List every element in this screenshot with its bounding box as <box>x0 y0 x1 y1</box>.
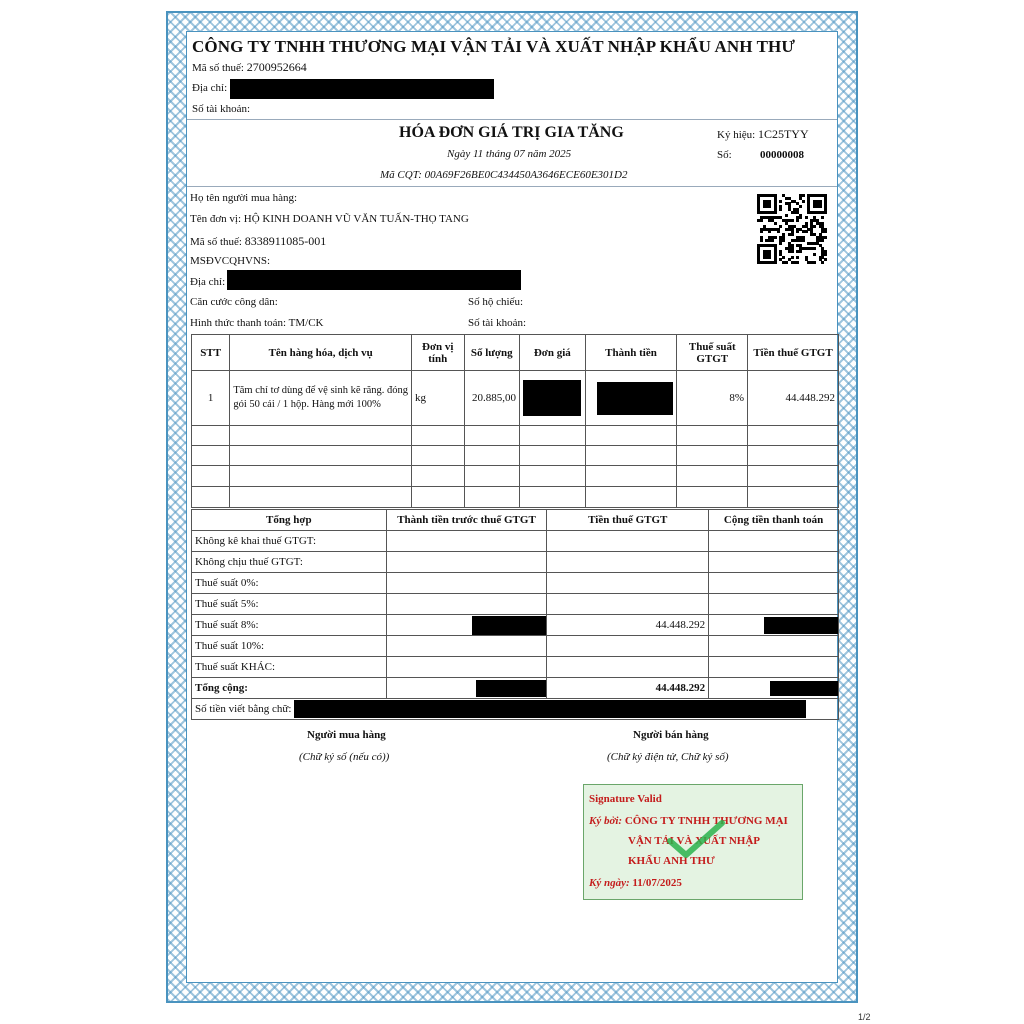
buyer-payment: Hình thức thanh toán: TM/CK <box>190 317 324 329</box>
divider <box>187 186 837 187</box>
cell-stt: 1 <box>192 371 230 426</box>
table-row <box>192 446 839 466</box>
seller-address-label: Địa chỉ: <box>192 82 228 94</box>
table-row <box>192 552 839 573</box>
summary-label: Thuế suất 5%: <box>192 594 387 615</box>
seller-sign-title: Người bán hàng <box>633 729 709 741</box>
cell-amount <box>585 371 677 426</box>
col-header-unit: Đơn vị tính <box>412 335 464 371</box>
digital-signature-stamp <box>583 784 803 900</box>
summary-label: Thuế suất 10%: <box>192 636 387 657</box>
seller-tax-code: Mã số thuế: 2700952664 <box>192 60 307 74</box>
seller-company-name: CÔNG TY TNHH THƯƠNG MẠI VẬN TẢI VÀ XUẤT NHẬP KHẨU ANH THƯ <box>192 37 795 56</box>
summary-grand-label: Tổng cộng: <box>192 678 387 699</box>
summary-grand-tax: 44.448.292 <box>547 678 709 699</box>
items-table <box>191 334 839 508</box>
redacted-before <box>472 616 546 635</box>
col-header-stt: STT <box>192 335 230 371</box>
table-row <box>192 615 839 636</box>
divider <box>187 119 837 120</box>
table-row <box>192 371 839 426</box>
invoice-symbol: Ký hiệu: 1C25TYY <box>717 127 809 141</box>
cell-rate: 8% <box>677 371 748 426</box>
col-header-qty: Số lượng <box>464 335 520 371</box>
summary-tax: 44.448.292 <box>547 615 709 636</box>
buyer-sign-title: Người mua hàng <box>307 729 386 741</box>
buyer-id-label: Căn cước công dân: <box>190 296 278 308</box>
signed-by-line2: VẬN TẢI VÀ XUẤT NHẬP <box>628 835 761 847</box>
summary-header-total: Cộng tiền thanh toán <box>709 510 839 531</box>
qr-code <box>757 194 827 264</box>
cell-qty: 20.885,00 <box>464 371 520 426</box>
table-row <box>192 573 839 594</box>
seller-sign-note: (Chữ ký điện tử, Chữ ký số) <box>607 751 729 763</box>
invoice-paper <box>186 31 838 983</box>
col-header-tax: Tiền thuế GTGT <box>748 335 839 371</box>
buyer-msdv-label: MSĐVCQHVNS: <box>190 255 271 267</box>
items-header-row <box>192 335 839 371</box>
table-row <box>192 657 839 678</box>
invoice-cqt-code: Mã CQT: 00A69F26BE0C434450A3646ECE60E301D2 <box>380 169 628 181</box>
cell-name: Tăm chỉ tơ dùng để vệ sinh kẽ răng. đóng gói 50 cái / 1 hộp. Hàng mới 100% <box>230 371 412 426</box>
checkmark-icon <box>666 819 726 859</box>
table-row <box>192 636 839 657</box>
col-header-name: Tên hàng hóa, dịch vụ <box>230 335 412 371</box>
summary-label: Thuế suất 0%: <box>192 573 387 594</box>
table-row <box>192 426 839 446</box>
invoice-title: HÓA ĐƠN GIÁ TRỊ GIA TĂNG <box>399 124 624 141</box>
buyer-name-label: Họ tên người mua hàng: <box>190 192 298 204</box>
signature-valid-text: Signature Valid <box>589 793 662 805</box>
cell-price <box>520 371 586 426</box>
amount-in-words: Số tiền viết bằng chữ: <box>192 699 839 720</box>
table-row <box>192 678 839 699</box>
summary-header-before: Thành tiền trước thuế GTGT <box>386 510 547 531</box>
buyer-passport-label: Số hộ chiếu: <box>468 296 523 308</box>
signed-by-line1: Ký bởi: CÔNG TY TNHH THƯƠNG MẠI <box>589 815 788 827</box>
summary-label: Không kê khai thuế GTGT: <box>192 531 387 552</box>
redacted-total <box>764 617 838 634</box>
summary-label: Không chịu thuế GTGT: <box>192 552 387 573</box>
summary-grand-before <box>386 678 547 699</box>
table-row <box>192 466 839 487</box>
redacted-buyer-address <box>227 270 521 290</box>
buyer-tax-code: Mã số thuế: 8338911085-001 <box>190 234 327 248</box>
buyer-unit: Tên đơn vị: HỘ KINH DOANH VŨ VĂN TUẤN-THỌ TANG <box>190 213 469 225</box>
col-header-rate: Thuế suất GTGT <box>677 335 748 371</box>
cell-tax: 44.448.292 <box>748 371 839 426</box>
buyer-address-label: Địa chỉ: <box>190 276 226 288</box>
summary-label: Thuế suất KHÁC: <box>192 657 387 678</box>
invoice-number-label: Số: <box>717 149 732 161</box>
cell-unit: kg <box>412 371 464 426</box>
invoice-date: Ngày 11 tháng 07 năm 2025 <box>447 148 572 160</box>
table-row <box>192 531 839 552</box>
redacted-seller-address <box>230 79 494 99</box>
invoice-number: 00000008 <box>760 149 804 161</box>
buyer-account-label: Số tài khoản: <box>468 317 527 329</box>
col-header-amount: Thành tiền <box>585 335 677 371</box>
table-row <box>192 699 839 720</box>
redacted-amount <box>597 382 673 415</box>
summary-table <box>191 509 839 720</box>
summary-header-tax: Tiền thuế GTGT <box>547 510 709 531</box>
decorative-border <box>166 11 858 1003</box>
signed-date: Ký ngày: 11/07/2025 <box>589 877 682 889</box>
summary-total <box>709 615 839 636</box>
redacted-amount-words <box>294 700 806 718</box>
summary-label: Thuế suất 8%: <box>192 615 387 636</box>
signed-by-line3: KHẨU ANH THƯ <box>628 855 715 867</box>
buyer-sign-note: (Chữ ký số (nếu có)) <box>299 751 390 763</box>
table-row <box>192 487 839 508</box>
redacted-price <box>523 380 581 416</box>
summary-header-label: Tổng hợp <box>192 510 387 531</box>
summary-grand-total <box>709 678 839 699</box>
seller-account-label: Số tài khoản: <box>192 103 251 115</box>
redacted-grand-total <box>770 681 838 696</box>
summary-before <box>386 615 547 636</box>
col-header-price: Đơn giá <box>520 335 586 371</box>
page-number: 1/2 <box>858 1012 871 1022</box>
redacted-grand-before <box>476 680 546 697</box>
summary-header-row <box>192 510 839 531</box>
table-row <box>192 594 839 615</box>
